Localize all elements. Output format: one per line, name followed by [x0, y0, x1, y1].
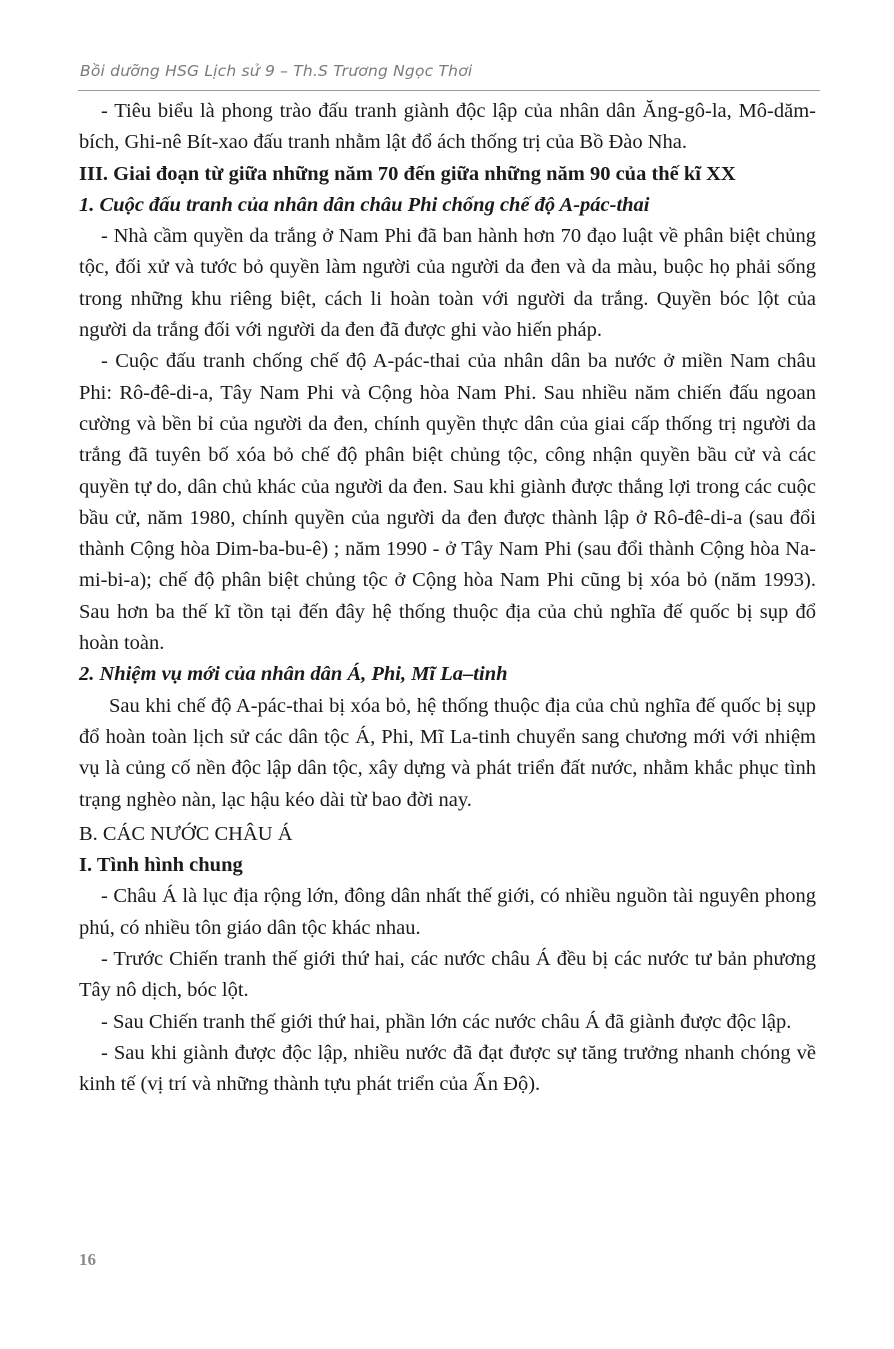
page-number: 16 — [79, 1250, 96, 1269]
paragraph-apartheid-struggle: - Cuộc đấu tranh chống chế độ A-pác-thai của nhân dân ba nước ở miền Nam châu Phi: Rô-đê-di-a, Tây Nam Phi và Cộng hòa Nam Phi. Sau nhiều năm chiến đấu ngoan cường và bền bỉ của người da đen, chính quyền thực dân của giai cấp thống trị người da trắng đã tuyên bố xóa bỏ chế độ phân biệt chủng tộc, công nhận quyền bầu cử và các quyền tự do, dân chủ khác của người da đen. Sau khi giành được thắng lợi trong các cuộc bầu cử, năm 1980, chính quyền của người da đen được thành lập ở Rô-đê-di-a (sau đổi thành Cộng hòa Dim-ba-bu-ê) ; năm 1990 - ở Tây Nam Phi (sau đổi thành Cộng hòa Na-mi-bi-a); chế độ phân biệt chủng tộc ở Cộng hòa Nam Phi cũng bị xóa bỏ (năm 1993). Sau hơn ba thế kĩ tồn tại đến đây hệ thống thuộc địa của chủ nghĩa đế quốc bị sụp đổ hoàn toàn. — [79, 350, 816, 655]
page-content — [79, 96, 816, 1101]
paragraph-after-ww2: - Sau Chiến tranh thế giới thứ hai, phần lớn các nước châu Á đã giành được độc lập. — [101, 1010, 792, 1033]
header-divider — [78, 90, 820, 91]
section-heading-b: B. CÁC NƯỚC CHÂU Á — [79, 822, 293, 845]
section-heading-iii: III. Giai đoạn từ giữa những năm 70 đến giữa những năm 90 của thế kĩ XX — [79, 162, 736, 185]
paragraph-economic-growth: - Sau khi giành được độc lập, nhiều nước đã đạt được sự tăng trưởng nhanh chóng về kinh tế (vị trí và những thành tựu phát triển của Ấn Độ). — [79, 1041, 816, 1096]
paragraph-new-tasks: Sau khi chế độ A-pác-thai bị xóa bỏ, hệ thống thuộc địa của chủ nghĩa đế quốc bị sụp đổ hoàn toàn lịch sử các dân tộc Á, Phi, Mĩ La-tinh chuyển sang chương mới với nhiệm vụ là củng cố nền độc lập dân tộc, xây dựng và phát triển đất nước, nhằm khắc phục tình trạng nghèo nàn, lạc hậu kéo dài từ bao đời nay. — [79, 694, 816, 811]
paragraph-before-ww2: - Trước Chiến tranh thế giới thứ hai, các nước châu Á đều bị các nước tư bản phương Tây nô dịch, bóc lột. — [79, 948, 816, 1002]
paragraph-asia-overview: - Châu Á là lục địa rộng lớn, đông dân nhất thế giới, có nhiều nguồn tài nguyên phong phú, có nhiều tôn giáo dân tộc khác nhau. — [79, 885, 816, 939]
paragraph-independence-movements: - Tiêu biểu là phong trào đấu tranh giành độc lập của nhân dân Ăng-gô-la, Mô-dăm-bích, Ghi-nê Bít-xao đấu tranh nhằm lật đổ ách thống trị của Bồ Đào Nha. — [79, 100, 816, 154]
paragraph-apartheid-laws: - Nhà cầm quyền da trắng ở Nam Phi đã ban hành hơn 70 đạo luật về phân biệt chủng tộc, đối xử và tước bỏ quyền làm người của người da đen và da màu, buộc họ phải sống trong những khu riêng biệt, cách li hoàn toàn với người da trắng. Quyền bóc lột của người da trắng đối với người da đen đã được ghi vào hiến pháp. — [79, 225, 816, 342]
subsection-heading-new-tasks: 2. Nhiệm vụ mới của nhân dân Á, Phi, Mĩ La–tinh — [79, 663, 508, 686]
subsection-heading-apartheid: 1. Cuộc đấu tranh của nhân dân châu Phi chống chế độ A-pác-thai — [79, 193, 650, 216]
running-header: Bồi dưỡng HSG Lịch sử 9 – Th.S Trương Ngọc Thơi — [80, 62, 473, 80]
section-heading-i: I. Tình hình chung — [79, 854, 243, 877]
